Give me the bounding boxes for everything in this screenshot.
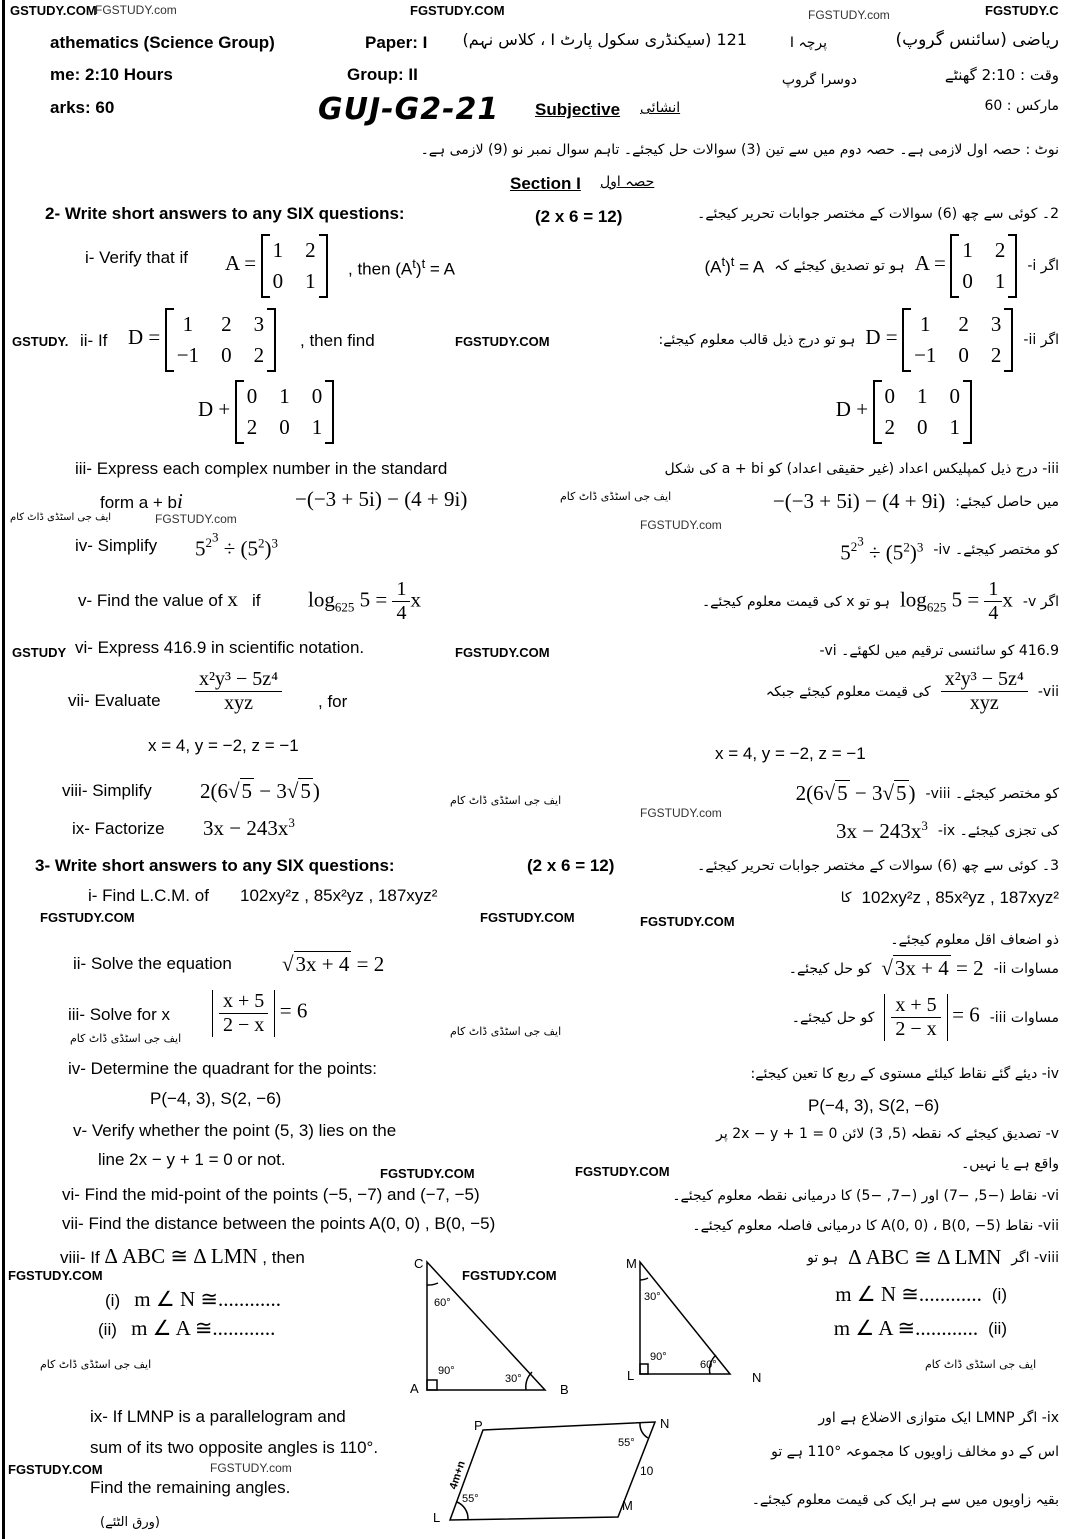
watermark: FGSTUDY.COM: [575, 1164, 670, 1179]
q2-vi-text: vi- Express 416.9 in scientific notation.: [75, 638, 365, 657]
watermark: FGSTUDY.COM: [8, 1268, 103, 1283]
q3-vii-urdu: vii- نقاط A(0, 0) ، B(0, −5) کا درمیانی فاصلہ معلوم کیجئے۔: [692, 1218, 1059, 1234]
q2-ii-urdu: ہو تو درج ذیل قالب معلوم کیجئے:: [658, 332, 856, 348]
q3-iii-number-ur: مساوات iii-: [989, 1009, 1059, 1026]
section-title-urdu: حصہ اول: [600, 174, 655, 190]
q2-ix-expression: $3x - 243x^3$: [203, 815, 295, 840]
watermark: ایف جی اسٹڈی ڈاٹ کام: [70, 1032, 182, 1045]
watermark: FGSTUDY.COM: [8, 1462, 103, 1477]
matrix-label: A =: [225, 251, 257, 276]
watermark: FGSTUDY.COM: [455, 334, 550, 349]
watermark: GSTUDY.COM: [10, 3, 97, 18]
q3-i-expression: 102xy²z , 85x²yz , 187xyz²: [240, 886, 438, 905]
vertex-m: M: [622, 1498, 633, 1513]
q2-vii-values-ur: x = 4, y = −2, z = −1: [715, 744, 866, 763]
marks-urdu: مارکس : 60: [984, 98, 1059, 114]
q2-i-text: i- Verify that if: [85, 248, 188, 267]
q2-viii-urdu: کو مختصر کیجئے۔ viii-: [925, 785, 1059, 802]
q2-viii-expression: 2(6√5 − 3√5): [200, 779, 320, 803]
angle-m: 30°: [644, 1291, 661, 1303]
q3-v-text: v- Verify whether the point (5, 3) lies on the: [73, 1121, 397, 1140]
q2-v-text: v- Find the value of x if: [78, 587, 261, 611]
q2-v-equation: $\log_{625} 5$ = $\frac{1}{4}$ x: [308, 578, 421, 624]
watermark: FGSTUDY.COM: [462, 1268, 557, 1283]
q3-i-expression-ur: 102xy²z , 85x²yz , 187xyz²: [861, 888, 1059, 907]
q2-ii-number-ur: اگر ii-: [1023, 332, 1059, 348]
q2-iii-text: iii- Express each complex number in the standard: [75, 459, 448, 478]
q3-ix-urdu-c: بقیہ زاویوں میں سے ہر ایک کی قیمت معلوم کیجئے۔: [751, 1492, 1059, 1508]
watermark: FGSTUDY.com: [808, 8, 890, 22]
watermark: FGSTUDY.COM: [410, 3, 505, 18]
q2-iii-expression-ur: −(−3 + 5i) − (4 + 9i): [772, 489, 946, 513]
angle-n: 55°: [618, 1437, 635, 1449]
vertex-n: N: [660, 1416, 670, 1431]
instructions-note: نوٹ : حصہ اول لازمی ہے۔ حصہ دوم میں سے تین (3) سوالات حل کیجئے۔ تاہم سوال نمبر نو (9) لازمی ہے۔: [420, 142, 1059, 158]
q2-vii-fraction-ur: $\frac{\text{x²y³ − 5z⁴}}{\text{xyz}}$: [941, 668, 1028, 715]
q3-iii-text: iii- Solve for x: [68, 1005, 171, 1024]
q3-viii-part-ii: (ii) m ∠ A ≅............: [98, 1316, 276, 1340]
q3-ii-equation: √3x + 4 = 2: [282, 952, 385, 976]
q3-vi-urdu: vi- نقاط (−5, −7) اور (−7, −5) کا درمیانی نقطہ معلوم کیجئے۔: [672, 1188, 1059, 1204]
subject-urdu: ریاضی (سائنس گروپ): [895, 30, 1059, 50]
watermark: FGSTUDY.com: [155, 512, 237, 526]
q3-viii-text: viii- If Δ ABC ≅ Δ LMN , then: [60, 1244, 305, 1268]
q2-v-urdu: ہو تو x کی قیمت معلوم کیجئے۔: [701, 593, 890, 610]
vertex-c: C: [414, 1256, 424, 1271]
watermark: ایف جی اسٹڈی ڈاٹ کام: [10, 512, 112, 523]
q2-ii-then: , then find: [300, 331, 375, 350]
q2-ix-urdu: کی تجزی کیجئے۔ ix-: [937, 823, 1059, 839]
q3-iii-equation-ur: $\frac{x + 5}{2 - x}$ = 6: [884, 994, 979, 1041]
q3-ix-urdu-b: اس کے دو مخالف زاویوں کا مجموعہ °110 ہے تو: [771, 1444, 1059, 1460]
q2-vi-urdu: 416.9 کو سائنسی ترقیم میں لکھئے۔ vi-: [819, 643, 1059, 659]
q2-ii-sum-expr-ur: D + 0 1 0 2 0 1: [836, 380, 972, 444]
q3-ii-text: ii- Solve the equation: [73, 954, 232, 973]
group-number: Group: II: [347, 65, 418, 84]
q3-i-text: i- Find L.C.M. of: [88, 886, 209, 905]
class-urdu: 121 (سیکنڈری سکول پارٹ I ، کلاس نہم): [462, 30, 747, 49]
watermark: FGSTUDY.C: [985, 3, 1059, 18]
watermark: FGSTUDY.com: [640, 806, 722, 820]
q2-vii-text: vii- Evaluate: [68, 691, 161, 710]
angle-l: 90°: [650, 1351, 667, 1363]
q3-ix-urdu-row-a: [818, 1410, 1059, 1426]
q2-iii-expression: −(−3 + 5i) − (4 + 9i): [295, 487, 468, 511]
q2-heading: 2- Write short answers to any SIX questions:: [45, 204, 405, 223]
q2-viii-text: viii- Simplify: [62, 781, 152, 800]
q2-iv-urdu: کو مختصر کیجئے۔ iv-: [933, 541, 1059, 558]
subjective-urdu: انشائی: [640, 100, 681, 116]
watermark: ایف جی اسٹڈی ڈاٹ کام: [450, 794, 562, 807]
q2-ii-matrix-d: D = 1 2 3 −1 0 2: [128, 308, 276, 372]
q3-viii-number-ur: viii- اگر: [1011, 1249, 1059, 1266]
vertex-m: M: [626, 1256, 637, 1271]
q3-ii-number-ur: مساوات ii-: [993, 960, 1059, 977]
q3-ix-text-b: sum of its two opposite angles is 110°.: [90, 1438, 379, 1457]
q2-ix-expression-ur: $3x - 243x^3$: [836, 818, 928, 843]
section-title: Section I: [510, 174, 581, 193]
side-lp: 4m+n: [447, 1459, 468, 1491]
q3-v-urdu-b: واقع ہے یا نہیں۔: [961, 1156, 1059, 1172]
angle-c: 60°: [434, 1297, 451, 1309]
q3-iv-text: iv- Determine the quadrant for the points:: [68, 1059, 377, 1078]
q2-ix-text: ix- Factorize: [72, 819, 165, 838]
vertex-a: A: [410, 1381, 419, 1396]
q3-iv-urdu: iv- دیئے گئے نقاط کیلئے مستوی کے ربع کا تعین کیجئے:: [750, 1066, 1059, 1082]
q3-i-urdu-b: ذو اضعاف اقل معلوم کیجئے۔: [890, 932, 1059, 948]
q2-viii-expression-ur: 2(6√5 − 3√5): [795, 781, 916, 805]
q3-ix-urdu-a: ix- اگر LMNP ایک متوازی الاضلاع ہے اور: [818, 1410, 1059, 1426]
paper-number: Paper: I: [365, 33, 428, 52]
watermark: ایف جی اسٹڈی ڈاٹ کام: [925, 1358, 1037, 1371]
q2-heading-urdu: 2۔ کوئی سے چھ (6) سوالات کے مختصر جوابات تحریر کیجئے۔: [697, 206, 1059, 222]
group-urdu: دوسرا گروپ: [781, 72, 857, 88]
q2-vii-fraction: $\frac{\text{x²y³ − 5z⁴}}{\text{xyz}}$: [195, 668, 282, 715]
q3-iii-equation: $\frac{x + 5}{2 - x}$ = 6: [212, 990, 307, 1037]
q2-i-urdu: ہو تو تصدیق کیجئے کہ: [774, 258, 905, 274]
q2-i-matrix-eq-ur: A = 1 2 0 1: [915, 234, 1018, 298]
q3-iv-points: P(−4, 3), S(2, −6): [150, 1089, 282, 1108]
watermark: GSTUDY: [12, 645, 67, 660]
q2-vii-urdu: کی قیمت معلوم کیجئے جبکہ: [765, 683, 931, 700]
angle-a: 90°: [438, 1365, 455, 1377]
q2-marks: (2 x 6 = 12): [535, 207, 623, 226]
q3-viii-part-ii-ur: (ii) m ∠ A ≅............: [833, 1316, 1007, 1340]
q2-iii-urdu: iii- درج ذیل کمپلیکس اعداد (غیر حقیقی اعداد) کو a + bi کی شکل: [664, 461, 1059, 477]
watermark: FGSTUDY.COM: [455, 645, 550, 660]
q2-i-statement: , then $(A^t)^t = A$: [348, 256, 455, 279]
q2-v-equation-ur: $\log_{625} 5$ = $\frac{1}{4}$ x: [899, 578, 1013, 624]
q2-ii-text: ii- If: [80, 331, 108, 350]
watermark: FGSTUDY.COM: [380, 1166, 475, 1181]
angle-n: 60°: [700, 1359, 717, 1371]
angle-b: 30°: [505, 1373, 522, 1385]
angle-l: 55°: [462, 1493, 479, 1505]
q2-iv-expression: $5^{2^3} \div (5^2)^3$: [195, 530, 279, 561]
watermark: ایف جی اسٹڈی ڈاٹ کام: [450, 1025, 562, 1038]
q3-viii-urdu-b: ہو تو: [807, 1249, 839, 1266]
q2-vii-values: x = 4, y = −2, z = −1: [148, 736, 299, 755]
q3-i-urdu: کا: [840, 890, 852, 906]
vertex-n: N: [752, 1370, 762, 1385]
q3-marks: (2 x 6 = 12): [527, 856, 615, 875]
q3-viii-part-i: (i) m ∠ N ≅............: [105, 1287, 281, 1311]
paper-urdu: پرچہ I: [789, 35, 827, 51]
subject-title: athematics (Science Group): [50, 33, 275, 52]
watermark: FGSTUDY.com: [95, 3, 177, 17]
q3-v-text-b: line 2x − y + 1 = 0 or not.: [98, 1150, 286, 1169]
q3-vii-text: vii- Find the distance between the points A(0, 0) , B(0, −5): [62, 1214, 496, 1233]
watermark: GSTUDY.: [12, 334, 69, 349]
q3-ix-urdu-row-c: [752, 1492, 1059, 1508]
q3-viii-part-i-ur: (i) m ∠ N ≅............: [835, 1282, 1007, 1306]
q3-heading-urdu: 3۔ کوئی سے چھ (6) سوالات کے مختصر جوابات تحریر کیجئے۔: [697, 858, 1059, 874]
q3-iii-urdu: کو حل کیجئے۔: [791, 1009, 875, 1026]
q2-iv-expression-ur: $5^{2^3} \div (5^2)^3$: [840, 534, 924, 565]
q3-iv-points-ur: P(−4, 3), S(2, −6): [808, 1096, 940, 1115]
vertex-l: L: [433, 1510, 441, 1525]
subjective-label: Subjective: [535, 100, 621, 119]
watermark: ایف جی اسٹڈی ڈاٹ کام: [560, 490, 672, 503]
q2-iv-text: iv- Simplify: [75, 536, 158, 555]
vertex-l: L: [627, 1368, 635, 1383]
q2-ii-matrix-d-ur: D = 1 2 3 −1 0 2: [865, 308, 1013, 372]
side-nm: 10: [640, 1464, 654, 1478]
vertex-p: P: [474, 1418, 483, 1433]
q2-v-number-ur: اگر v-: [1022, 593, 1059, 610]
watermark: ایف جی اسٹڈی ڈاٹ کام: [40, 1358, 152, 1371]
q3-ii-equation-ur: √3x + 4 = 2: [881, 956, 984, 980]
q2-vii-for: , for: [318, 692, 348, 711]
total-marks: arks: 60: [50, 98, 115, 117]
q2-iii-form: form a + bi: [100, 489, 183, 513]
q3-viii-expression-ur: Δ ABC ≅ Δ LMN: [848, 1245, 1002, 1269]
q3-v-urdu: v- تصدیق کیجئے کہ نقطہ (5, 3) لائن 2x − y + 1 = 0 پر: [716, 1126, 1059, 1142]
watermark: FGSTUDY.com: [640, 518, 722, 532]
q2-iii-urdu-b: میں حاصل کیجئے:: [955, 493, 1059, 510]
q2-i-number-ur: اگر i-: [1027, 258, 1059, 274]
q2-vii-number-ur: vii-: [1037, 683, 1059, 700]
q2-ii-sum-expr: D + 0 1 0 2 0 1: [198, 380, 334, 444]
turn-over-note: (ورق الٹئے): [100, 1515, 160, 1530]
q3-ix-text-a: ix- If LMNP is a parallelogram and: [90, 1407, 346, 1426]
q3-vi-text: vi- Find the mid-point of the points (−5, −7) and (−7, −5): [62, 1185, 480, 1204]
vertex-b: B: [560, 1382, 569, 1397]
time-urdu: وقت : 2:10 گھنٹے: [944, 66, 1059, 84]
q3-heading: 3- Write short answers to any SIX questions:: [35, 856, 395, 875]
time-allowed: me: 2:10 Hours: [50, 65, 173, 84]
watermark: FGSTUDY.COM: [480, 910, 575, 925]
q3-ii-urdu: کو حل کیجئے۔: [788, 960, 872, 977]
handwritten-paper-code: GUJ-G2-21: [318, 92, 500, 127]
q3-ix-urdu-row-b: [771, 1444, 1059, 1460]
watermark: FGSTUDY.COM: [40, 910, 135, 925]
matrix-a: 1 2 0 1: [261, 234, 328, 298]
watermark: FGSTUDY.com: [210, 1461, 292, 1475]
q3-ix-text-c: Find the remaining angles.: [90, 1478, 291, 1497]
q2-i-statement-ur: $(A^t)^t = A$: [704, 254, 765, 277]
watermark: FGSTUDY.COM: [640, 914, 735, 929]
